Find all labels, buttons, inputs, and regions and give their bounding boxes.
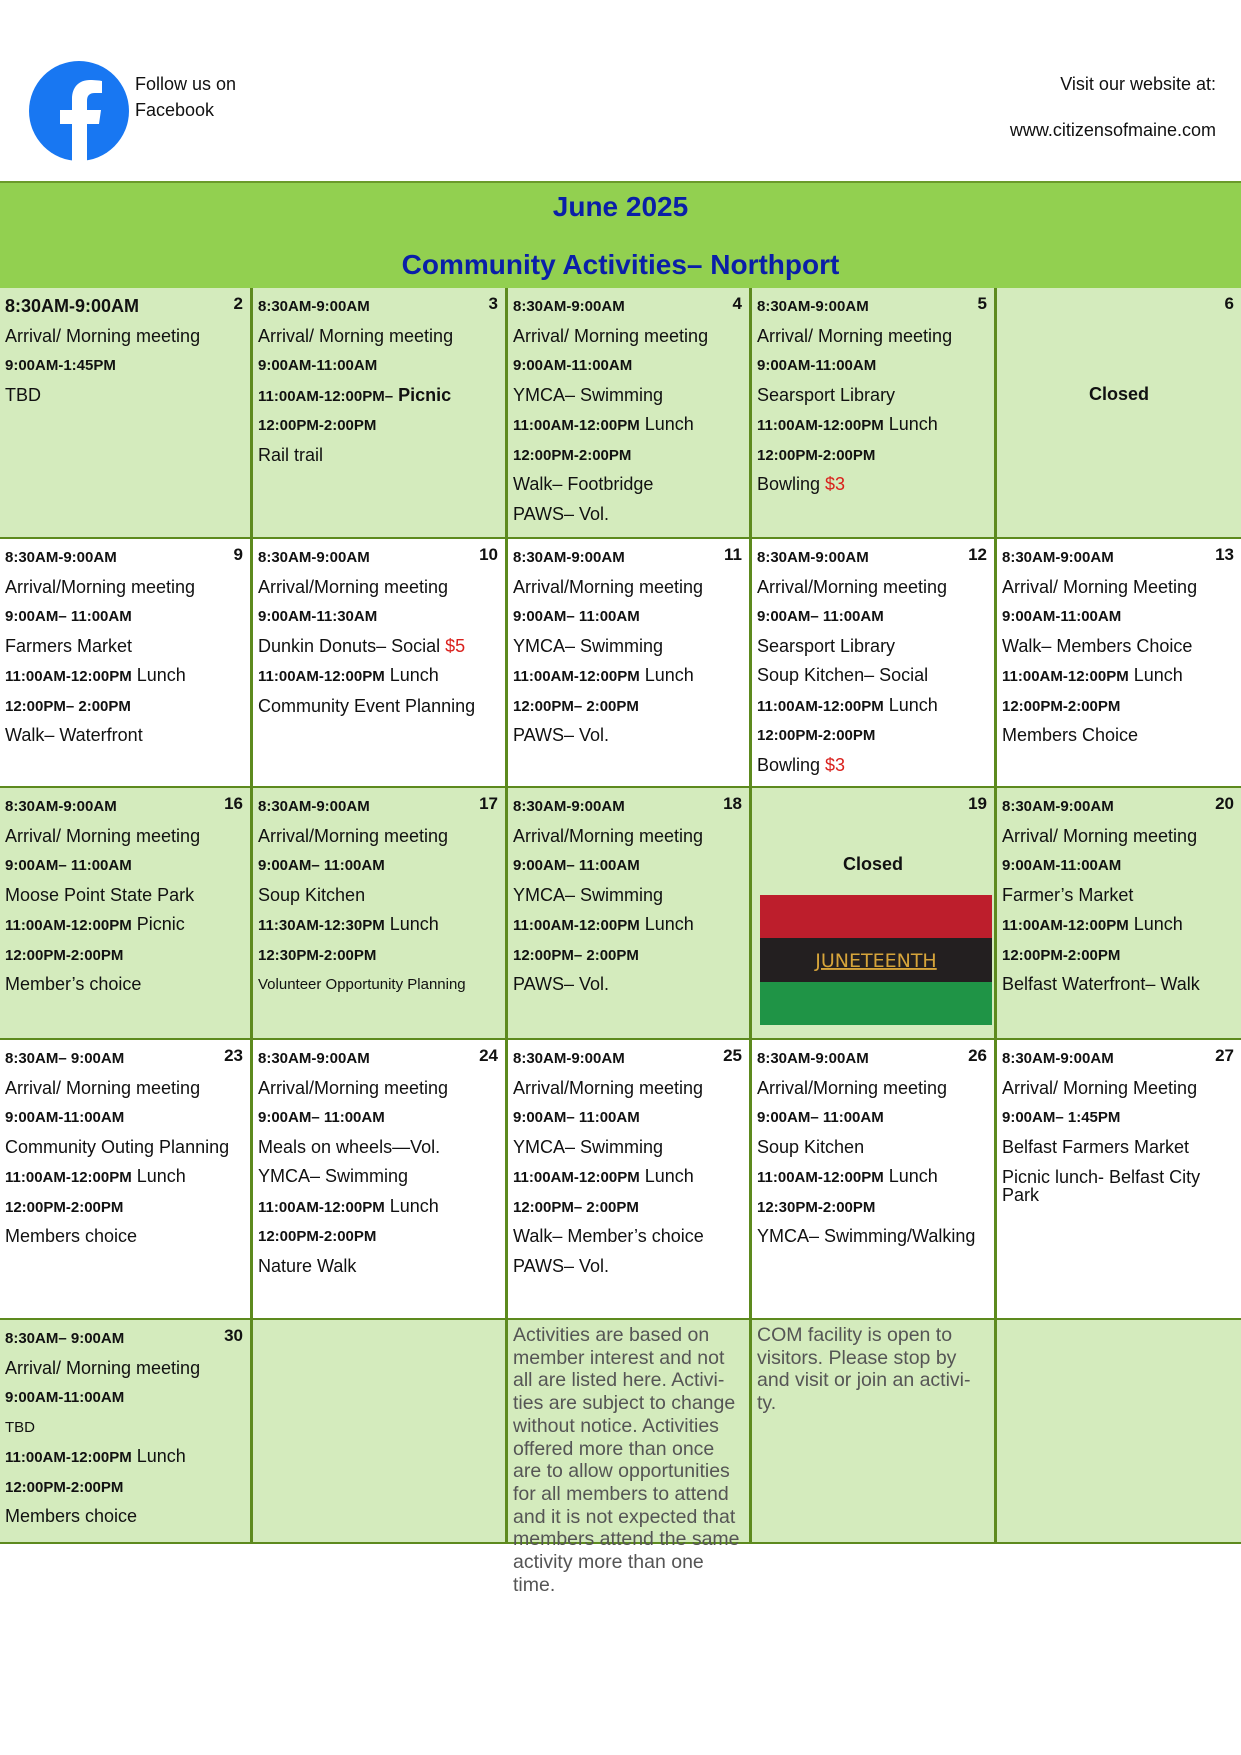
day-number: 17 [479,794,498,813]
time-slot: 12:00PM-2:00PM [5,1198,124,1216]
activity-text: YMCA– Swimming [258,1166,409,1186]
activity-text: Lunch [384,1195,439,1216]
activity-text: YMCA– Swimming [513,1136,664,1157]
activity-text: Lunch [883,694,938,715]
day-cell [0,539,253,788]
activity-text: Searsport Library [757,635,896,656]
activity-text: Arrival/Morning meeting [757,1077,948,1098]
calendar-header [0,181,1241,288]
activity-text: Dunkin Donuts– Social $5 [258,635,466,656]
time-slot: 9:00AM-11:00AM [5,1109,125,1126]
time-slot: 8:30AM-9:00AM [513,549,625,566]
calendar-month: June 2025 [552,191,689,222]
activity-text: Arrival/ Morning meeting [5,1077,201,1098]
day-number: 16 [224,794,243,813]
time-slot: 11:00AM-12:00PM Lunch [258,665,439,685]
time-slot: 8:30AM-9:00AM [1002,1050,1114,1067]
time-slot: 8:30AM-9:00AM [757,298,869,315]
time-slot: 12:00PM-2:00PM [1002,946,1121,964]
activity-text: Lunch [131,665,186,685]
day-cell [0,1040,253,1320]
day-number: 5 [977,294,987,313]
activity-text: Arrival/Morning meeting [513,576,704,597]
facebook-icon[interactable] [29,61,129,161]
activity-text: Lunch [131,1446,186,1466]
day-cell [0,788,253,1040]
info-note: COM facility is open to visitors. Please stop by and visit or join an activi-ty. [757,1324,971,1415]
activity-text: Moose Point State Park [5,884,195,905]
day-number: 20 [1215,794,1234,813]
day-number: 3 [488,294,498,313]
time-slot: 8:30AM-9:00AM [5,296,140,316]
day-cell [997,288,1241,539]
activity-text: Arrival/ Morning meeting [5,1357,201,1378]
day-cell [508,1320,752,1596]
day-cell [0,1320,253,1544]
day-number: 10 [479,545,498,564]
day-number: 4 [732,294,742,313]
facebook-line-1: Follow us on [135,74,237,94]
day-number: 18 [723,794,742,813]
activity-text: Arrival/Morning meeting [757,576,948,597]
day-cell [997,1040,1241,1320]
time-slot: 11:00AM-12:00PM Picnic [5,914,185,934]
activity-text: Members choice [5,1506,138,1526]
time-slot: 11:00AM-12:00PM Lunch [1002,665,1183,685]
day-cell [508,288,752,539]
time-slot: 8:30AM-9:00AM [1002,798,1114,815]
activity-text: Lunch [1128,914,1183,934]
day-cell [508,1040,752,1320]
day-number: 9 [233,545,243,564]
activity-text: Walk– Waterfront [5,725,143,745]
activity-text: Picnic [131,914,185,934]
day-number: 25 [723,1046,742,1065]
day-cell [997,788,1241,1040]
activity-text: Nature Walk [258,1255,357,1276]
day-cell [752,788,997,1040]
flag-band [760,982,992,1025]
time-slot: 11:30AM-12:30PM Lunch [258,914,439,934]
day-cell [752,1040,997,1320]
time-slot: 12:00PM– 2:00PM [513,1198,639,1216]
day-cell [752,288,997,539]
time-slot: 8:30AM-9:00AM [513,1050,625,1067]
activity-text: Lunch [384,665,439,685]
info-note: Activities are based on member interest and not all are listed here. Activi-ties are subject to change without notice. Activities offered more than once are to allow opportunities for all members to attend and it is not expected that members attend the same activity more than one time. [513,1324,740,1596]
activity-text: Belfast Waterfront– Walk [1002,974,1200,994]
time-slot: 8:30AM-9:00AM [513,798,625,815]
time-slot: 11:00AM-12:00PM Lunch [757,694,938,715]
day-number: 12 [968,545,987,564]
activity-text: Community Event Planning [258,695,476,716]
juneteenth-flag [760,895,992,1025]
time-slot: 12:00PM-2:00PM [5,1478,124,1496]
activity-text: Arrival/ Morning Meeting [1002,576,1198,597]
activity-text: Members choice [5,1226,138,1246]
activity-text: Arrival/ Morning Meeting [1002,1077,1198,1098]
time-slot: 11:00AM-12:00PM Lunch [5,1446,186,1466]
time-slot: 9:00AM– 1:45PM [1002,1109,1121,1126]
flag-band [760,895,992,938]
time-slot: 11:00AM-12:00PM Lunch [513,1166,694,1186]
time-slot: 11:00AM-12:00PM Lunch [513,414,694,434]
activity-text: Bowling $3 [757,754,846,775]
activity-text: Lunch [639,414,694,434]
time-slot: 9:00AM– 11:00AM [5,857,132,874]
website-link[interactable]: www.citizensofmaine.com [1009,120,1216,140]
time-slot: 9:00AM– 11:00AM [513,608,640,625]
closed-label: Closed [842,854,903,874]
activity-text: Lunch [639,1166,694,1186]
day-number: 6 [1224,294,1234,313]
time-slot: 9:00AM– 11:00AM [513,1109,640,1126]
activity-text: Lunch [384,914,439,934]
activity-text: PAWS– Vol. [513,725,610,745]
day-cell [253,539,508,788]
day-number: 24 [479,1046,498,1065]
time-slot: 11:00AM-12:00PM Lunch [757,414,938,434]
time-slot: 12:30PM-2:00PM [757,1198,876,1216]
activity-text: Member’s choice [5,974,142,994]
activity-text: Farmers Market [5,635,133,656]
time-slot: 11:00AM-12:00PM Lunch [5,1166,186,1186]
time-slot: 9:00AM– 11:00AM [757,1109,884,1126]
time-slot: 12:00PM-2:00PM [1002,697,1121,715]
time-slot: 12:00PM-2:00PM [258,417,377,434]
juneteenth-label: JUNETEENTH [815,950,937,972]
activity-text: Arrival/Morning meeting [5,576,196,597]
activity-text: Arrival/ Morning meeting [513,325,709,346]
day-cell [508,539,752,788]
activity-text: YMCA– Swimming [513,635,664,656]
website-label: Visit our website at: [1060,74,1216,94]
activity-text: Arrival/ Morning meeting [5,325,201,346]
activity-text: Arrival/ Morning meeting [757,325,953,346]
time-slot: 11:00AM-12:00PM Lunch [258,1195,439,1216]
day-cell [997,1320,1241,1544]
time-slot: 8:30AM-9:00AM [513,298,625,315]
activity-text: Members Choice [1002,725,1139,745]
day-cell [253,788,508,1040]
activity-text: Lunch [883,414,938,434]
time-slot: 8:30AM-9:00AM [258,298,370,315]
facebook-line-2: Facebook [135,100,215,120]
calendar-title: Community Activities– Northport [401,249,840,280]
time-slot: 9:00AM-11:00AM [1002,857,1122,874]
day-cell [0,288,253,539]
time-slot: 9:00AM– 11:00AM [258,857,385,874]
day-number: 13 [1215,545,1234,564]
day-number: 2 [233,294,243,313]
activity-text: Soup Kitchen [258,884,366,905]
closed-label: Closed [1088,384,1149,404]
day-number: 26 [968,1046,987,1065]
activity-text: Arrival/Morning meeting [258,576,449,597]
activity-text: Arrival/ Morning meeting [1002,825,1198,846]
time-slot: 9:00AM-11:30AM [258,608,378,625]
activity-text: Soup Kitchen– Social [757,665,929,685]
time-slot: 9:00AM– 11:00AM [258,1109,385,1126]
activity-text: Rail trail [258,444,324,465]
activity-text: Picnic lunch- Belfast City Park [1002,1167,1201,1205]
time-slot: 11:00AM-12:00PM– Picnic [258,384,452,405]
time-slot: 8:30AM-9:00AM [5,549,117,566]
activity-text: Arrival/Morning meeting [513,1077,704,1098]
time-slot: 11:00AM-12:00PM Lunch [1002,914,1183,934]
time-slot: 8:30AM-9:00AM [757,1050,869,1067]
time-slot: 11:00AM-12:00PM Lunch [5,665,186,685]
day-number: 23 [224,1046,243,1065]
time-slot: 9:00AM– 11:00AM [757,608,884,625]
activity-text: Walk– Members Choice [1002,635,1193,656]
activity-text: Arrival/ Morning meeting [5,825,201,846]
time-slot: 9:00AM-11:00AM [258,357,378,374]
day-cell [508,788,752,1040]
day-cell [253,288,508,539]
activity-text: Searsport Library [757,384,896,405]
activity-text: Lunch [883,1166,938,1186]
time-slot: 12:00PM– 2:00PM [513,946,639,964]
time-slot: 9:00AM-11:00AM [513,357,633,374]
activity-text: Arrival/ Morning meeting [258,325,454,346]
time-slot: 8:30AM– 9:00AM [5,1050,125,1067]
activity-text: Walk– Footbridge [513,474,654,494]
activity-text: Meals on wheels—Vol. [258,1136,441,1157]
time-slot: 8:30AM-9:00AM [258,798,370,815]
time-slot: 12:00PM-2:00PM [757,727,876,744]
day-number: 19 [968,794,987,813]
time-slot: 9:00AM-11:00AM [757,357,877,374]
time-slot: 8:30AM-9:00AM [5,798,117,815]
activity-text: Lunch [639,914,694,934]
activity-text: PAWS– Vol. [513,1255,610,1276]
activity-text: Arrival/Morning meeting [258,1077,449,1098]
day-cell [997,539,1241,788]
time-slot: 8:30AM-9:00AM [757,549,869,566]
activity-text: Lunch [639,665,694,685]
activity-text: Volunteer Opportunity Planning [258,976,466,993]
time-slot: 8:30AM-9:00AM [258,549,370,566]
time-slot: 11:00AM-12:00PM Lunch [513,914,694,934]
activity-text: PAWS– Vol. [513,974,610,994]
activity-text: Belfast Farmers Market [1002,1136,1190,1157]
day-cell [253,1320,508,1544]
time-slot: 12:00PM-2:00PM [757,446,876,464]
day-number: 30 [224,1326,243,1345]
activity-text: Lunch [131,1166,186,1186]
activity-text: TBD [5,1418,35,1436]
time-slot: 12:00PM-2:00PM [258,1228,377,1245]
day-number: 27 [1215,1046,1234,1065]
time-slot: 9:00AM-11:00AM [1002,608,1122,625]
time-slot: 9:00AM– 11:00AM [5,608,132,625]
day-cell [752,539,997,788]
time-slot: 8:30AM– 9:00AM [5,1330,125,1347]
time-slot: 12:00PM– 2:00PM [5,697,131,715]
time-slot: 9:00AM– 11:00AM [513,857,640,874]
activity-text: YMCA– Swimming [513,884,664,905]
time-slot: 9:00AM-11:00AM [5,1389,125,1406]
day-number: 11 [724,545,742,564]
time-slot: 8:30AM-9:00AM [1002,549,1114,566]
activity-text: Arrival/Morning meeting [513,825,704,846]
activity-text: YMCA– Swimming/Walking [757,1226,976,1246]
time-slot: 12:00PM-2:00PM [513,446,632,464]
activity-text: PAWS– Vol. [513,503,610,524]
activity-text: Picnic [393,384,452,405]
time-slot: 12:00PM-2:00PM [5,946,124,964]
activity-text: Lunch [1128,665,1183,685]
time-slot: 12:00PM– 2:00PM [513,697,639,715]
website-block [1010,71,1216,143]
activity-text: Farmer’s Market [1002,884,1134,905]
time-slot: 12:30PM-2:00PM [258,946,377,964]
price-tag: $3 [825,474,846,494]
price-tag: $3 [825,754,846,775]
time-slot: 11:00AM-12:00PM Lunch [513,665,694,685]
time-slot: 9:00AM-1:45PM [5,357,116,374]
activity-text: YMCA– Swimming [513,384,664,405]
day-cell [752,1320,997,1544]
activity-text: Soup Kitchen [757,1136,865,1157]
activity-text: TBD [5,384,41,405]
activity-text: Community Outing Planning [5,1136,230,1157]
time-slot: 8:30AM-9:00AM [258,1050,370,1067]
activity-text: Arrival/Morning meeting [258,825,449,846]
price-tag: $5 [445,635,466,656]
time-slot: 11:00AM-12:00PM Lunch [757,1166,938,1186]
activity-text: Walk– Member’s choice [513,1226,704,1246]
activity-text: Bowling $3 [757,474,846,494]
day-cell [253,1040,508,1320]
facebook-follow-text[interactable] [135,71,236,123]
